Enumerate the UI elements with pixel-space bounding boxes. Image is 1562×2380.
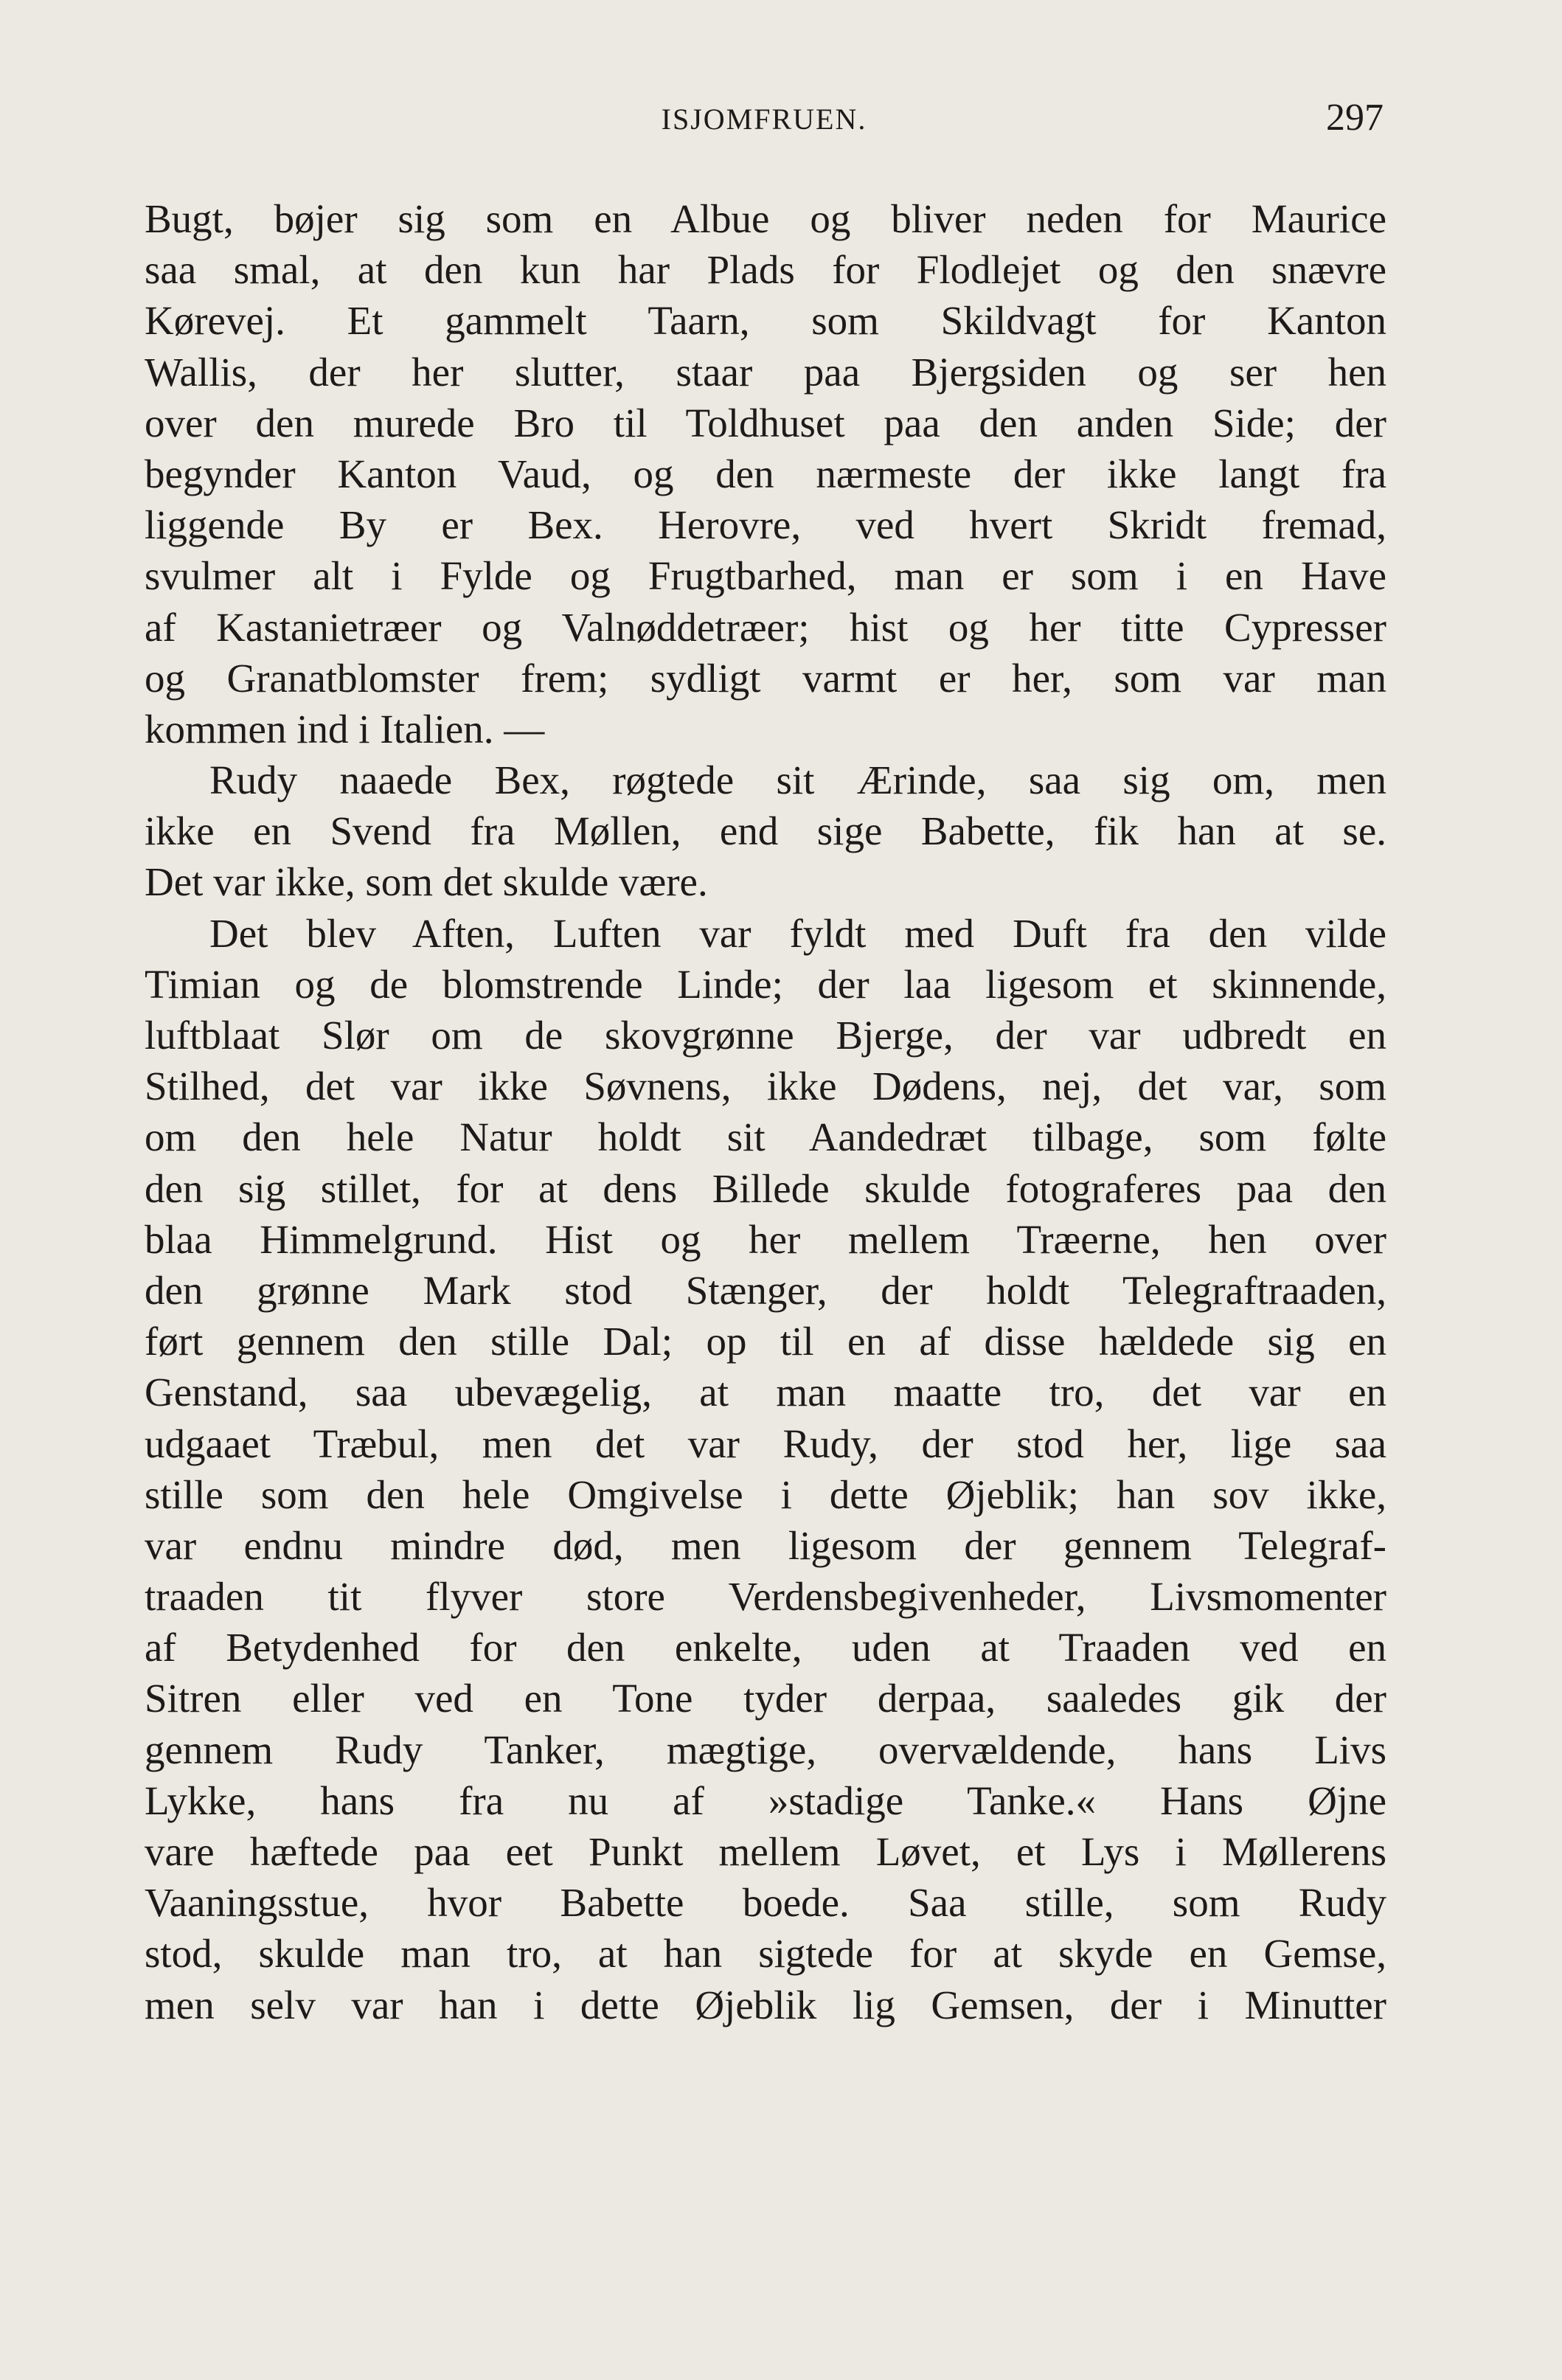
text-line: den grønne Mark stod Stænger, der holdt Telegraftraaden, [145,1267,1386,1313]
text-line: Kørevej. Et gammelt Taarn, som Skildvagt for Kanton [145,298,1386,344]
text-line: Genstand, saa ubevægelig, at man maatte tro, det var en [145,1370,1386,1415]
text-line: ført gennem den stille Dal; op til en af disse hældede sig en [145,1319,1386,1364]
body-text [145,193,1386,2030]
text-line: Lykke, hans fra nu af »stadige Tanke.« Hans Øjne [145,1777,1386,1823]
text-line: men selv var han i dette Øjeblik lig Gemsen, der i Minutter [145,1982,1386,2027]
text-line: stille som den hele Omgivelse i dette Øjeblik; han sov ikke, [145,1471,1386,1517]
text-line: var endnu mindre død, men ligesom der gennem Telegraf- [145,1522,1386,1568]
text-line: Rudy naaede Bex, røgtede sit Ærinde, saa sig om, men [209,757,1386,803]
text-line: saa smal, at den kun har Plads for Flodlejet og den snævre [145,247,1386,293]
text-line: Bugt, bøjer sig som en Albue og bliver neden for Maurice [145,196,1386,241]
page-number: 297 [1326,97,1384,139]
text-line: luftblaat Slør om de skovgrønne Bjerge, der var udbredt en [145,1013,1386,1058]
text-line: Vaaningsstue, hvor Babette boede. Saa stille, som Rudy [145,1880,1386,1926]
text-line: om den hele Natur holdt sit Aandedræt tilbage, som følte [145,1114,1386,1160]
text-line: den sig stillet, for at dens Billede skulde fotograferes paa den [145,1165,1386,1211]
text-line: vare hæftede paa eet Punkt mellem Løvet, et Lys i Møllerens [145,1829,1386,1874]
text-line: ikke en Svend fra Møllen, end sige Babette, fik han at se. [145,808,1386,854]
text-line: liggende By er Bex. Herovre, ved hvert Skridt fremad, [145,502,1386,548]
running-head [145,96,1384,155]
text-line: stod, skulde man tro, at han sigtede for at skyde en Gemse, [145,1931,1386,1977]
text-line: blaa Himmelgrund. Hist og her mellem Træerne, hen over [145,1216,1386,1262]
text-line: svulmer alt i Fylde og Frugtbarhed, man er som i en Have [145,553,1386,599]
text-line: Stilhed, det var ikke Søvnens, ikke Dødens, nej, det var, som [145,1064,1386,1109]
text-line: Det var ikke, som det skulde være. [145,859,708,905]
text-line: af Kastanietræer og Valnøddetræer; hist og her titte Cypresser [145,604,1386,650]
text-line: kommen ind i Italien. — [145,706,545,752]
text-line: over den murede Bro til Toldhuset paa den anden Side; der [145,400,1386,445]
text-line: Wallis, der her slutter, staar paa Bjergsiden og ser hen [145,349,1386,395]
text-line: Det blev Aften, Luften var fyldt med Duft fra den vilde [209,910,1386,956]
text-line: Timian og de blomstrende Linde; der laa ligesom et skinnende, [145,961,1386,1007]
text-line: begynder Kanton Vaud, og den nærmeste der ikke langt fra [145,451,1386,496]
running-head-title: ISJOMFRUEN. [661,103,867,136]
text-line: udgaaet Træbul, men det var Rudy, der stod her, lige saa [145,1420,1386,1466]
text-line: gennem Rudy Tanker, mægtige, overvældende, hans Livs [145,1727,1386,1772]
text-line: af Betydenhed for den enkelte, uden at Traaden ved en [145,1625,1386,1670]
text-line: og Granatblomster frem; sydligt varmt er her, som var man [145,655,1386,701]
text-line: Sitren eller ved en Tone tyder derpaa, saaledes gik der [145,1676,1386,1721]
text-line: traaden tit flyver store Verdensbegivenheder, Livsmomenter [145,1574,1386,1620]
